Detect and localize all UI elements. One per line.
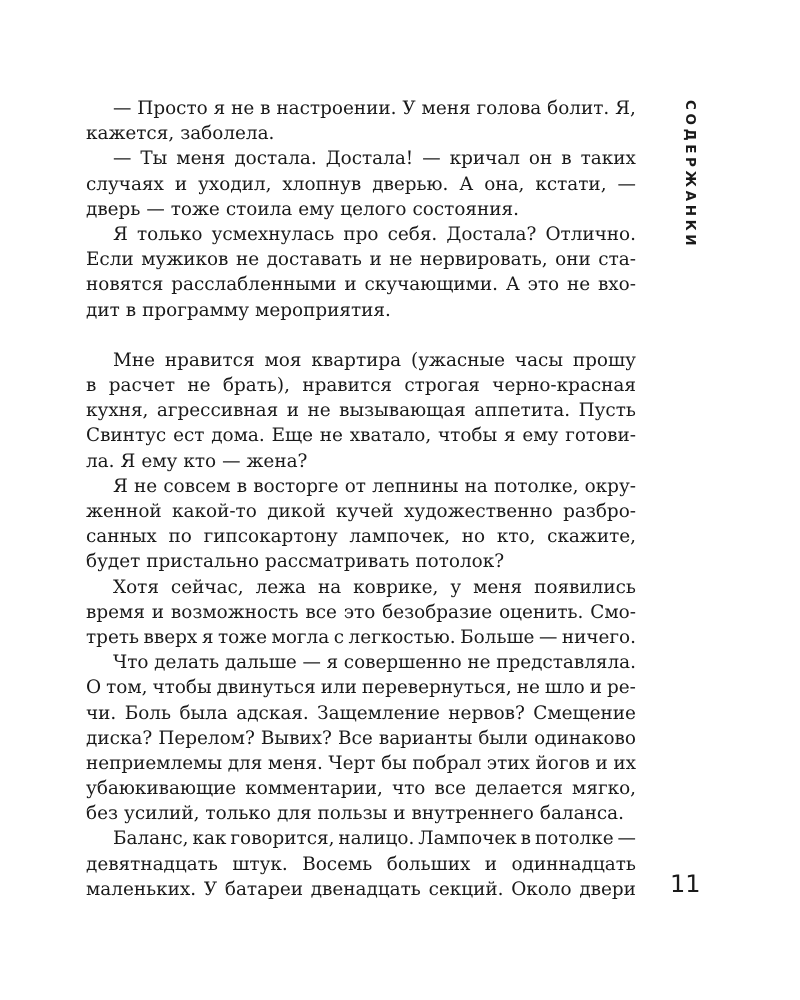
text-line: будет пристально рассматривать потолок? [86,551,505,573]
page-number: 11 [670,870,701,898]
text-line: убаюкивающие комментарии, что все делается мягко, [86,778,636,800]
text-line: чи. Боль была адская. Защемление нервов? Смещение [86,702,636,724]
text-line: время и возможность все это безобразие оценить. Смо- [86,601,636,623]
text-line: диска? Перелом? Вывих? Все варианты были одинаково [86,727,636,749]
text-line: девятнадцать штук. Восемь больших и одиннадцать [86,853,636,875]
text-line: кажется, заболела. [86,123,275,145]
text-line: дит в программу мероприятия. [86,299,391,321]
text-line: женной какой-то дикой кучей художественно разбро- [86,501,636,522]
text-line: ла. Я ему кто — жена? [86,450,308,472]
text-line: в расчет не брать), нравится строгая черно-красная [86,375,636,397]
body-text [86,96,636,902]
text-line: новятся расслабленными и скучающими. А это не вхо- [86,274,636,296]
text-line: треть вверх я тоже могла с легкостью. Больше — ничего. [86,626,636,648]
text-line: Что делать дальше — я совершенно не представляла. [113,652,636,674]
text-line: дверь — тоже стоила ему целого состояния. [86,198,519,220]
text-line: Хотя сейчас, лежа на коврике, у меня появились [113,576,636,598]
text-line: Свинтус ест дома. Еще не хватало, чтобы я ему готови- [86,425,636,447]
text-line: Я не совсем в восторге от лепнины на потолке, окру- [113,475,636,497]
text-line: маленьких. У батареи двенадцать секций. Около двери [86,878,636,900]
text-line: санных по гипсокартону лампочек, но кто, скажите, [86,526,636,548]
paragraph-gap [86,323,636,348]
text-line: неприемлемы для меня. Черт бы побрал этих йогов и их [86,752,636,774]
text-line: Я только усмехнулась про себя. Достала? Отлично. [113,223,636,245]
text-line: Мне нравится моя квартира (ужасные часы прошу [113,349,636,371]
text-line: Баланс, как говорится, налицо. Лампочек в потолке — [113,828,636,850]
text-line: Если мужиков не доставать и не нервировать, они ста- [86,249,636,271]
text-line: О том, чтобы двинуться или перевернуться, не шло и ре- [86,677,636,699]
text-line: — Ты меня достала. Достала! — кричал он в таких [113,148,636,170]
text-line: случаях и уходил, хлопнув дверью. А она, кстати, — [86,173,636,195]
text-line: — Просто я не в настроении. У меня голова болит. Я, [113,98,636,119]
text-line: без усилий, только для пользы и внутреннего баланса. [86,803,624,825]
running-head: СОДЕРЖАНКИ [682,100,698,250]
text-line: кухня, агрессивная и не вызывающая аппетита. Пусть [86,400,636,422]
